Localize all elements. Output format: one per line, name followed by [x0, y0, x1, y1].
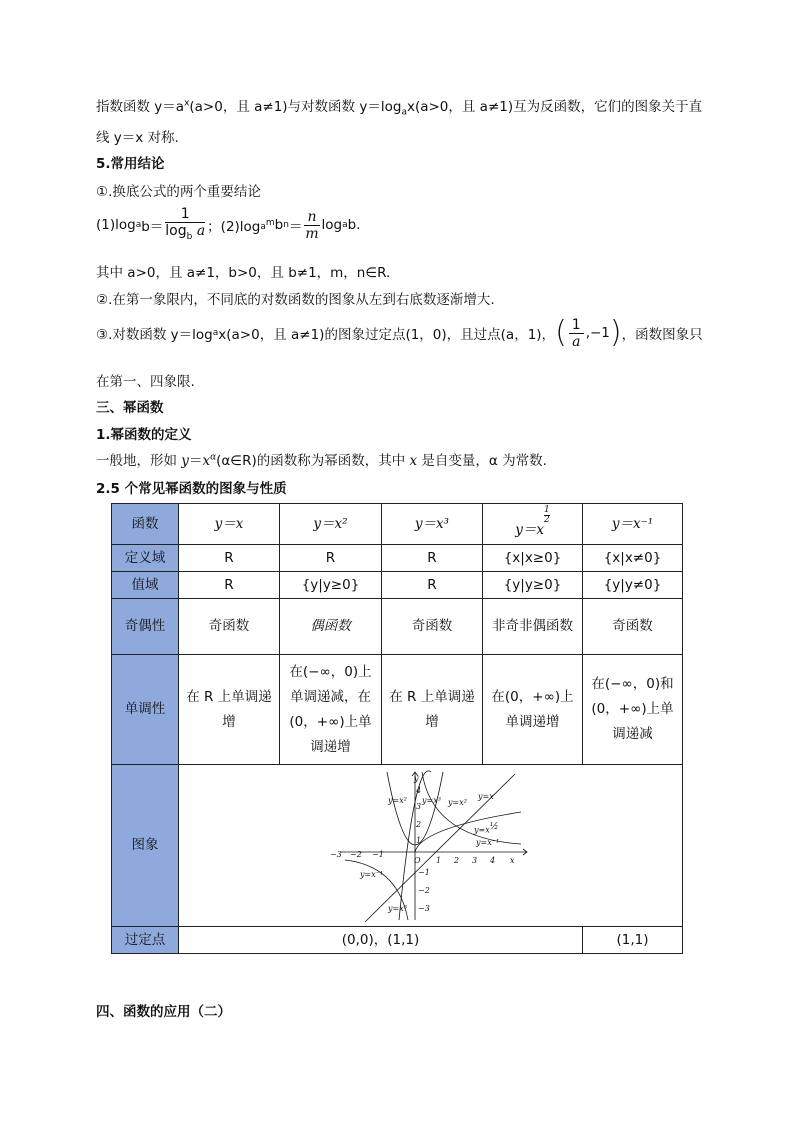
table-row	[112, 599, 683, 655]
fixed-point-cell: (1,1)	[583, 927, 683, 954]
y-tick: 3	[416, 802, 422, 811]
mono-cell: 在(−∞，0)上单调递减，在(0，+∞)上单调递增	[280, 655, 382, 765]
curve-label: y=x³	[388, 904, 407, 913]
y-tick: −1	[418, 868, 430, 877]
power-functions-table-title: 2.5 个常见幂函数的图象与性质	[96, 481, 287, 497]
x-tick: −2	[350, 850, 362, 859]
y-tick: −2	[418, 886, 430, 895]
section-5-item-1: ①.换底公式的两个重要结论	[96, 184, 261, 200]
row-label-graph: 图象	[112, 765, 179, 927]
domain-cell: R	[382, 545, 483, 572]
section-5-item-3-cont: 在第一、四象限.	[96, 374, 195, 390]
y-tick: 2	[416, 820, 422, 829]
x-axis-label: x	[510, 856, 515, 865]
parity-cell: 奇函数	[382, 599, 483, 655]
curve-label: y=x²	[448, 798, 467, 807]
mono-cell: 在 R 上单调递增	[179, 655, 280, 765]
parity-cell: 奇函数	[583, 599, 683, 655]
section-5-conditions: 其中 a>0，且 a≠1，b>0，且 b≠1，m，n∈R.	[96, 265, 391, 281]
func-cell: y＝x $^{\frac{1}{2}}$	[483, 504, 583, 545]
section-5-item-2: ②.在第一象限内，不同底的对数函数的图象从左到右底数逐渐增大.	[96, 292, 495, 308]
func-cell: y＝x²	[280, 504, 382, 545]
curve-label: y=x⁻¹	[360, 870, 384, 879]
curve-label: y=x⁻¹	[476, 838, 500, 847]
y-tick: 4	[416, 786, 422, 795]
range-cell: R	[179, 572, 280, 599]
x-tick: 2	[454, 856, 460, 865]
y-tick: −3	[418, 904, 430, 913]
intro-line-2: 线 y＝x 对称.	[96, 130, 179, 146]
x-tick: 1	[436, 856, 442, 865]
x-tick: −3	[330, 850, 342, 859]
x-tick: 4	[490, 856, 496, 865]
table-row	[112, 655, 683, 765]
y-tick: 1	[416, 836, 422, 845]
formula-1-fraction: $\frac{1}{\log_b a}$	[165, 205, 206, 242]
curve-label: $y=x^{\frac{1}{2}}$	[474, 822, 499, 835]
table-row	[112, 572, 683, 599]
x-tick: 3	[472, 856, 478, 865]
row-label-fixed-point: 过定点	[112, 927, 179, 954]
domain-cell: {x|x≠0}	[583, 545, 683, 572]
table-row	[112, 927, 683, 954]
parity-cell: 奇函数	[179, 599, 280, 655]
range-cell: {y|y≥0}	[280, 572, 382, 599]
mono-cell: 在 R 上单调递增	[382, 655, 483, 765]
table-row	[112, 504, 683, 545]
func-cell: y＝x³	[382, 504, 483, 545]
range-cell: {y|y≠0}	[583, 572, 683, 599]
row-label-parity: 奇偶性	[112, 599, 179, 655]
func-cell: y＝x	[179, 504, 280, 545]
row-label-range: 值域	[112, 572, 179, 599]
x-tick: −1	[372, 850, 384, 859]
row-label-monotonicity: 单调性	[112, 655, 179, 765]
func-cell: y＝x⁻¹	[583, 504, 683, 545]
y-axis-label: y	[414, 774, 419, 783]
section-3-title: 三、幂函数	[96, 400, 164, 416]
domain-cell: R	[280, 545, 382, 572]
parity-cell: 偶函数	[280, 599, 382, 655]
curve-label: y=x	[478, 792, 494, 801]
intro-line-1: 指数函数 $y=a^x(a>0$，且 a≠1)与对数函数 $y=\log_ax(a>0$，且 a≠1)互为反函数，它们的图象关于直	[96, 98, 703, 118]
mono-cell: 在(−∞，0)和(0，+∞)上单调递减	[583, 655, 683, 765]
row-label-domain: 定义域	[112, 545, 179, 572]
section-5-item-3: ③.对数函数 y＝log a x(a>0，且 a≠1)的图象过定点(1，0)，且过点(a，1)， ( $\frac{1}{a}$ ,−1 ) ，函数图象只	[96, 315, 703, 350]
graph-labels	[328, 770, 528, 926]
range-cell: {y|y≥0}	[483, 572, 583, 599]
change-of-base-formulas: (1)log a b＝ $\frac{1}{\log_b a}$ ；(2)log $a^m$ b n ＝ $\frac{n}{m}$ log a b.	[96, 205, 360, 245]
formula-2-fraction: $\frac{n}{m}$	[305, 208, 319, 242]
fixed-point-cell: (0,0)，(1,1)	[179, 927, 583, 954]
power-function-definition: 一般地，形如 $y=x^\alpha(\alpha\in R)$的函数称为幂函数，其中 x 是自变量，α 为常数.	[96, 452, 547, 469]
mono-cell: 在(0，+∞)上单调递增	[483, 655, 583, 765]
power-function-definition-title: 1.幂函数的定义	[96, 427, 192, 443]
curve-label: y=x³	[422, 796, 441, 805]
section-4-title: 四、函数的应用（二）	[96, 1004, 231, 1020]
table-row	[112, 545, 683, 572]
row-label-function: 函数	[112, 504, 179, 545]
range-cell: R	[382, 572, 483, 599]
parity-cell: 非奇非偶函数	[483, 599, 583, 655]
section-5-title: 5.常用结论	[96, 156, 165, 172]
curve-label: y=x²	[388, 796, 407, 805]
origin-label: O	[414, 856, 421, 865]
domain-cell: {x|x≥0}	[483, 545, 583, 572]
domain-cell: R	[179, 545, 280, 572]
